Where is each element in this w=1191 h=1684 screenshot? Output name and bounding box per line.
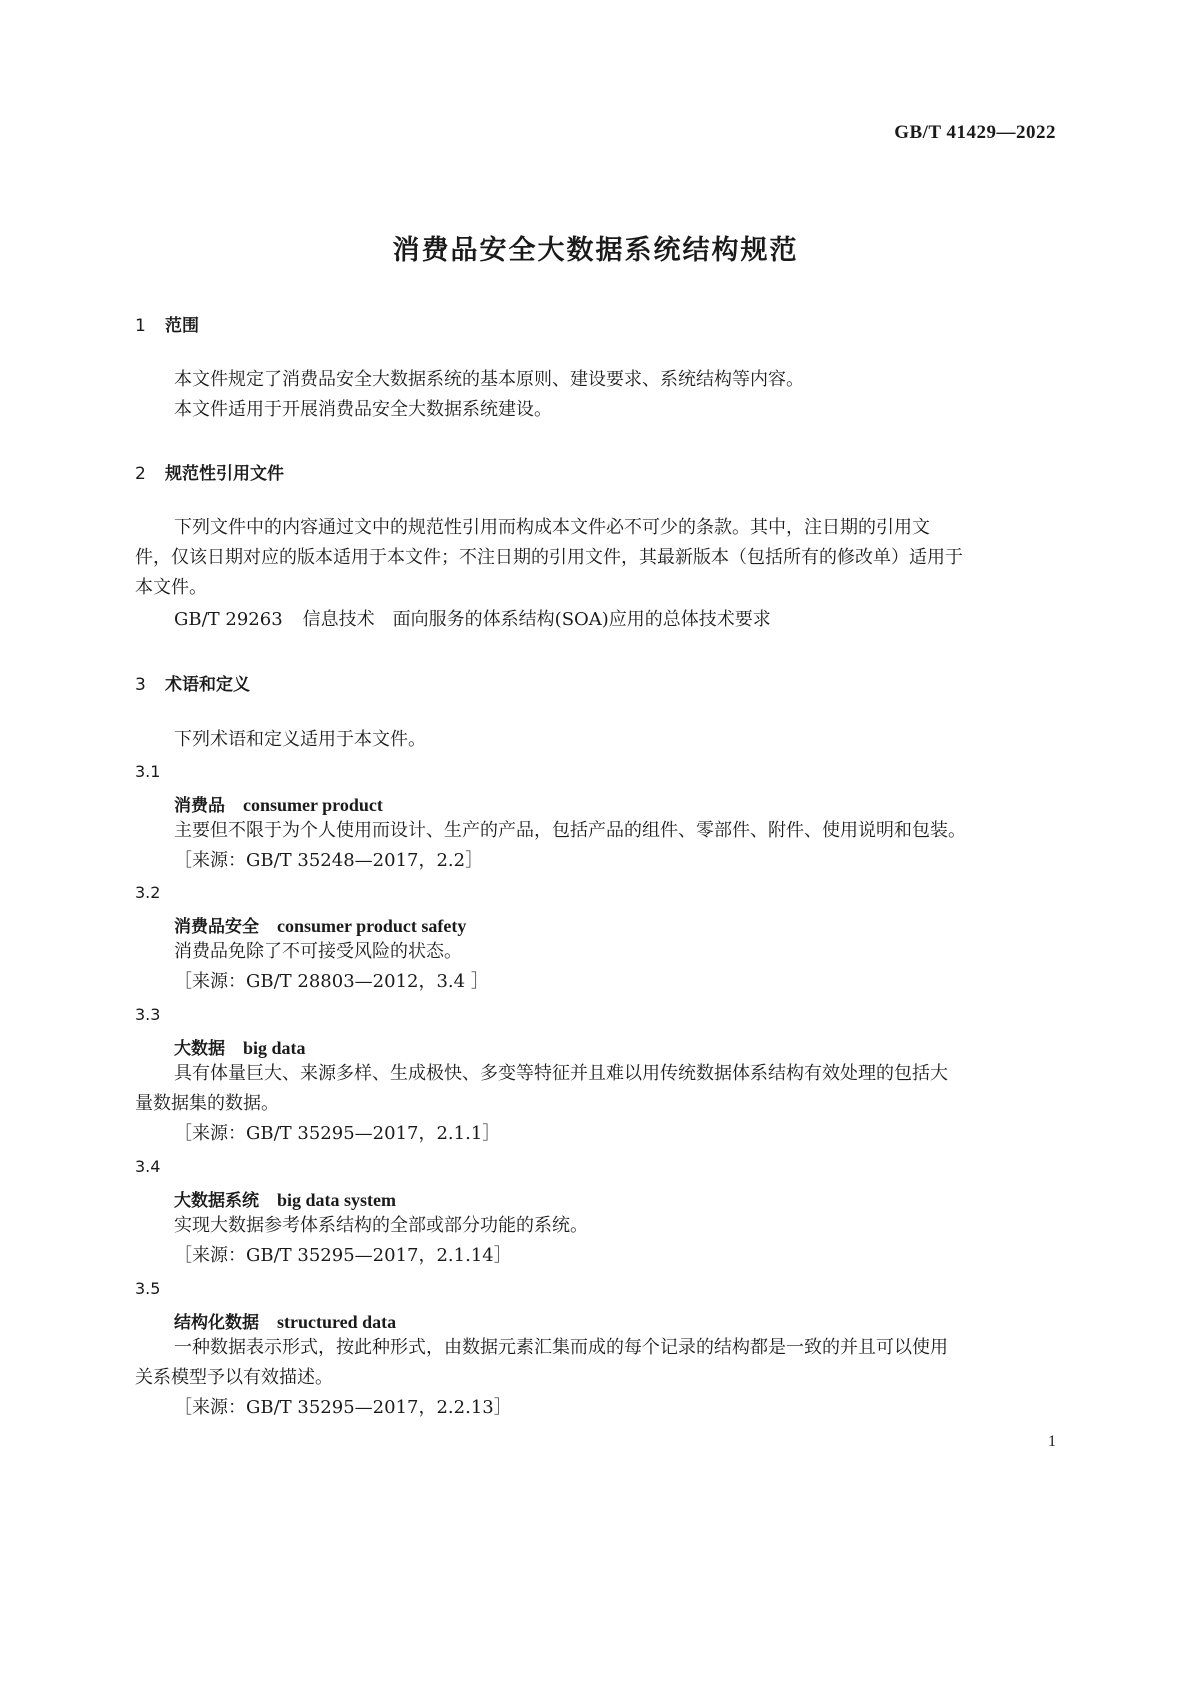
term-heading (174, 1186, 396, 1211)
section-number: 1 (135, 316, 146, 336)
term-english: consumer product (243, 795, 383, 815)
term-number: 3.5 (135, 1279, 161, 1298)
term-chinese: 结构化数据 (174, 1313, 259, 1333)
term-heading (174, 1034, 306, 1059)
term-english: big data system (277, 1190, 397, 1210)
term-definition-line-1: 一种数据表示形式，按此种形式，由数据元素汇集而成的每个记录的结构都是一致的并且可以使用 (174, 1337, 948, 1358)
section-title: 范围 (165, 316, 199, 336)
term-english: structured data (277, 1312, 397, 1332)
reference-code: GB/T 29263 (174, 609, 283, 630)
section-1-paragraph-2: 本文件适用于开展消费品安全大数据系统建设。 (174, 399, 552, 420)
term-definition-line-2: 关系模型予以有效描述。 (135, 1367, 333, 1388)
term-number: 3.1 (135, 762, 161, 781)
term-definition-line-2: 量数据集的数据。 (135, 1093, 279, 1114)
term-chinese: 大数据系统 (174, 1191, 259, 1211)
term-english: big data (243, 1038, 306, 1058)
section-3-intro: 下列术语和定义适用于本文件。 (174, 729, 426, 750)
term-heading (174, 912, 466, 937)
term-number: 3.4 (135, 1157, 161, 1176)
section-title: 术语和定义 (165, 675, 250, 695)
section-2-paragraph-line-2: 件，仅该日期对应的版本适用于本文件；不注日期的引用文件，其最新版本（包括所有的修改单）适用于 (135, 547, 963, 568)
term-source: ［来源：GB/T 35248—2017，2.2］ (174, 850, 484, 871)
term-source: ［来源：GB/T 35295—2017，2.2.13］ (174, 1397, 512, 1418)
term-source: ［来源：GB/T 35295—2017，2.1.1］ (174, 1123, 501, 1144)
term-number: 3.3 (135, 1005, 161, 1024)
page-number: 1 (1048, 1433, 1056, 1450)
section-2-paragraph-line-1: 下列文件中的内容通过文中的规范性引用而构成本文件必不可少的条款。其中，注日期的引用文 (174, 517, 930, 538)
document-title: 消费品安全大数据系统结构规范 (392, 235, 799, 266)
section-title: 规范性引用文件 (165, 464, 284, 484)
section-1-heading (135, 311, 199, 336)
section-1-paragraph-1: 本文件规定了消费品安全大数据系统的基本原则、建设要求、系统结构等内容。 (174, 369, 804, 390)
term-chinese: 消费品安全 (174, 917, 259, 937)
term-heading (174, 1308, 396, 1333)
term-definition-line-1: 具有体量巨大、来源多样、生成极快、多变等特征并且难以用传统数据体系结构有效处理的包括大 (174, 1063, 948, 1084)
term-definition: 主要但不限于为个人使用而设计、生产的产品，包括产品的组件、零部件、附件、使用说明和包装。 (174, 820, 966, 841)
term-definition: 消费品免除了不可接受风险的状态。 (174, 941, 462, 962)
term-number: 3.2 (135, 883, 161, 902)
term-definition: 实现大数据参考体系结构的全部或部分功能的系统。 (174, 1215, 588, 1236)
term-english: consumer product safety (277, 916, 467, 936)
term-source: ［来源：GB/T 28803—2012，3.4 ］ (174, 971, 489, 992)
normative-reference (174, 611, 1057, 629)
standard-number: GB/T 41429—2022 (894, 122, 1056, 143)
section-number: 3 (135, 675, 146, 695)
term-heading (174, 791, 383, 816)
reference-title: 信息技术 面向服务的体系结构(SOA)应用的总体技术要求 (302, 609, 771, 630)
term-chinese: 消费品 (174, 796, 225, 816)
section-2-paragraph-line-3: 本文件。 (135, 577, 207, 598)
section-number: 2 (135, 464, 146, 484)
section-2-heading (135, 459, 284, 484)
section-3-heading (135, 670, 250, 695)
term-source: ［来源：GB/T 35295—2017，2.1.14］ (174, 1245, 512, 1266)
term-chinese: 大数据 (174, 1039, 225, 1059)
